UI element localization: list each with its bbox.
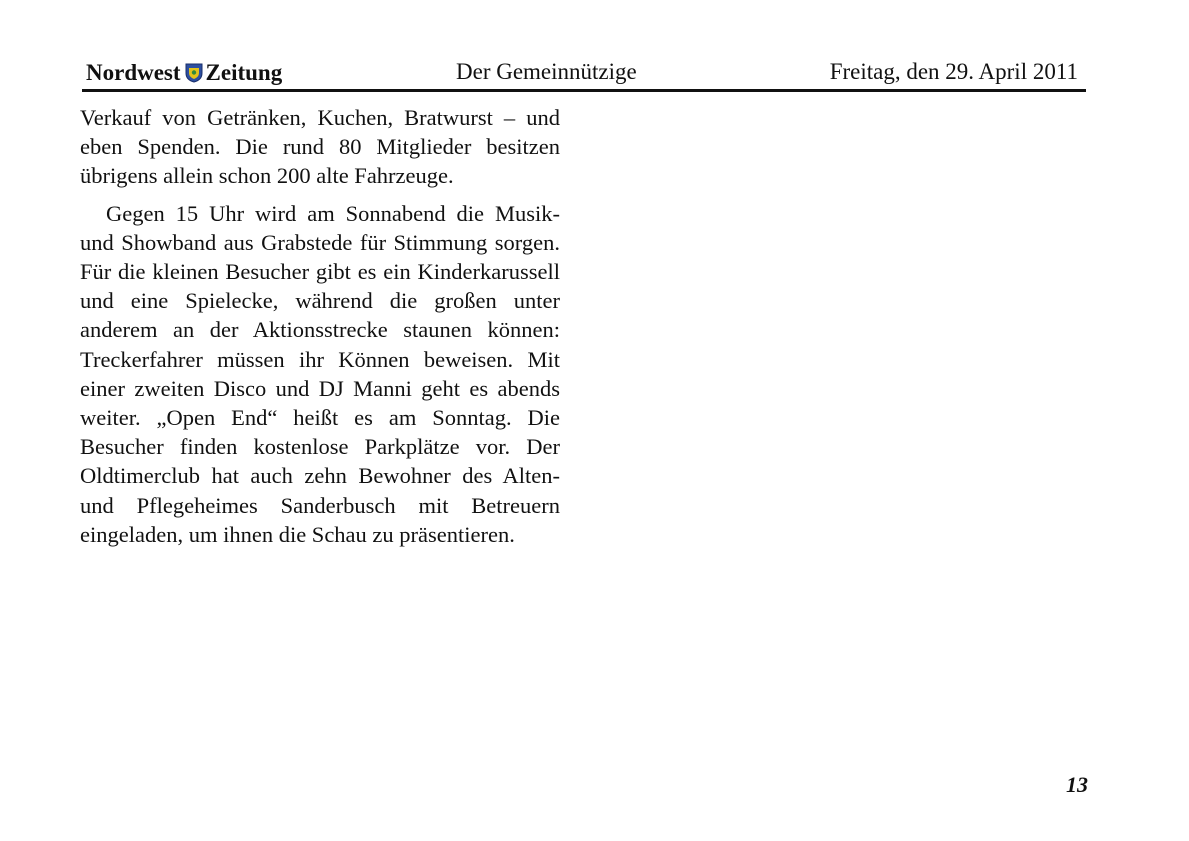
page-header xyxy=(82,56,1086,92)
masthead xyxy=(86,60,282,86)
masthead-nordwest: Nordwest xyxy=(86,60,181,85)
page-number: 13 xyxy=(1066,772,1088,797)
masthead-zeitung: Zeitung xyxy=(205,60,283,85)
crest-icon xyxy=(185,63,203,83)
section-name: Der Gemeinnützige xyxy=(456,59,637,84)
article-paragraph: Verkauf von Getränken, Kuchen, Bratwurst – und eben Spenden. Die rund 80 Mitglieder besitzen übrigens allein schon 200 alte Fahrzeuge. xyxy=(80,105,560,189)
issue-date: Freitag, den 29. April 2011 xyxy=(829,59,1078,84)
article-paragraph: Gegen 15 Uhr wird am Sonnabend die Musik- und Showband aus Grabstede für Stimmung sorgen. Für die kleinen Besucher gibt es ein Kinderkarussell und eine Spielecke, während die großen unter anderem an der Aktionsstrecke staunen können: Treckerfahrer müssen ihr Können beweisen. Mit einer zweiten Disco und DJ Manni geht es abends weiter. „Open End“ heißt es am Sonntag. Die Besucher finden kostenlose Parkplätze vor. Der Oldtimerclub hat auch zehn Bewohner des Alten- und Pflegeheimes Sanderbusch mit Betreuern eingeladen, um ihnen die Schau zu präsentieren. xyxy=(80,200,560,547)
article-column xyxy=(80,103,560,549)
